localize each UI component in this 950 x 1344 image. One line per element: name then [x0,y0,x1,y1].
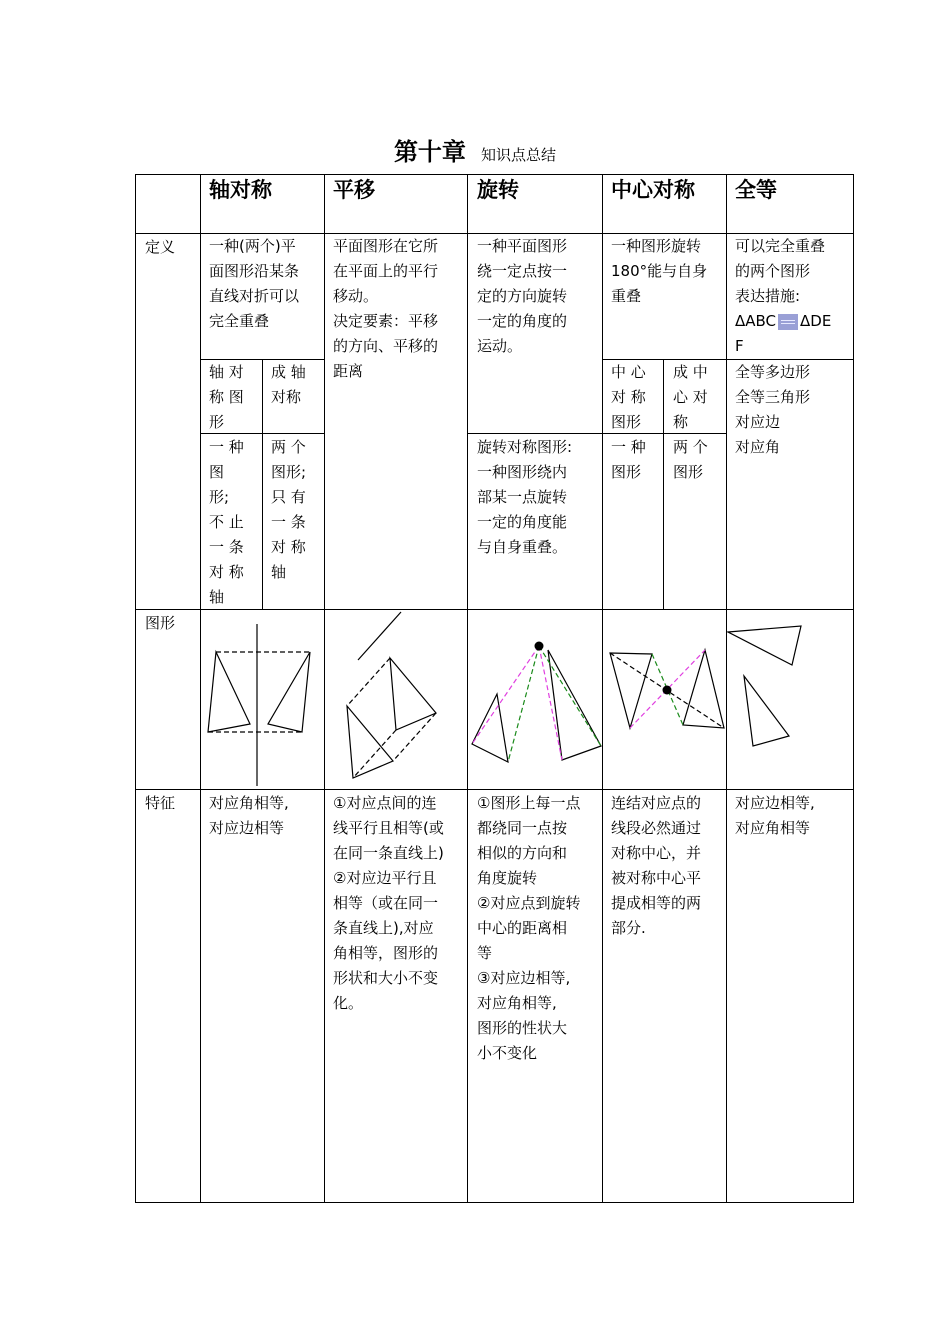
header-translation: 平移 [333,178,375,202]
definition-translation: 平面图形在它所 在平面上的平行 移动。 决定要素：平移 的方向、平移的 距离 [333,237,439,380]
congruent-figure [728,626,801,746]
feature-axial: 对应角相等, 对应边相等 [209,794,289,837]
definition-rotation: 一种平面图形 绕一定点按一 定的方向旋转 一定的角度的 运动。 [477,237,568,355]
chapter-subtitle: 知识点总结 [481,146,557,164]
axial-figure-head: 轴 对 称 图 形 [209,363,244,431]
header-axial-symmetry: 轴对称 [209,178,272,202]
feature-congruent: 对应边相等, 对应角相等 [735,794,815,837]
feature-rotation: ①图形上每一点 都绕同一点按 相似的方向和 角度旋转 ②对应点到旋转 中心的距离相 等 ③对应边相等, 对应角相等, 图形的性状大 小不变化 [477,794,581,1062]
axial-pair-body: 两 个 图形; 只 有 一 条 对 称 轴 [271,438,307,581]
congruent-list: 全等多边形 全等三角形 对应边 对应角 [735,363,811,456]
central-symmetry-figure [610,650,724,728]
central-pair-head: 成 中 心 对 称 [673,363,708,431]
definition-congruent: 可以完全重叠 的两个图形 表达措施: ΔABC ΔDE F [735,234,851,359]
feature-translation: ①对应点间的连 线平行且相等(或 在同一条直线上) ②对应边平行且 相等（或在同一 条直线上),对应 角相等，图形的 形状和大小不变 化。 [333,794,444,1012]
central-figure-head: 中 心 对 称 图形 [611,363,646,431]
congruence-expression: ΔABC ΔDE [735,312,832,330]
row-label-definition: 定义 [145,238,176,256]
axial-symmetry-figure [208,624,310,786]
central-pair-body: 两 个 图形 [673,438,708,481]
row-label-feature: 特征 [145,794,176,812]
header-congruent: 全等 [735,178,777,202]
rotation-figure [472,642,601,763]
definition-central: 一种图形旋转 180°能与自身 重叠 [611,237,708,305]
definition-axial: 一种(两个)平 面图形沿某条 直线对折可以 完全重叠 [209,237,300,330]
row-label-figure: 图形 [145,614,176,632]
axial-pair-head: 成 轴 对称 [271,363,306,406]
header-central-symmetry: 中心对称 [611,178,695,202]
rotation-symmetry-definition: 旋转对称图形: 一种图形绕内 部某一点旋转 一定的角度能 与自身重叠。 [477,438,573,556]
chapter-title: 第十章 [393,137,466,166]
translation-figure [347,612,436,778]
axial-figure-body: 一 种 图 形; 不 止 一 条 对 称 轴 [209,438,244,606]
central-figure-body: 一 种 图形 [611,438,646,481]
header-rotation: 旋转 [477,178,519,202]
feature-central: 连结对应点的 线段必然通过 对称中心，并 被对称中心平 提成相等的两 部分. [611,794,702,937]
